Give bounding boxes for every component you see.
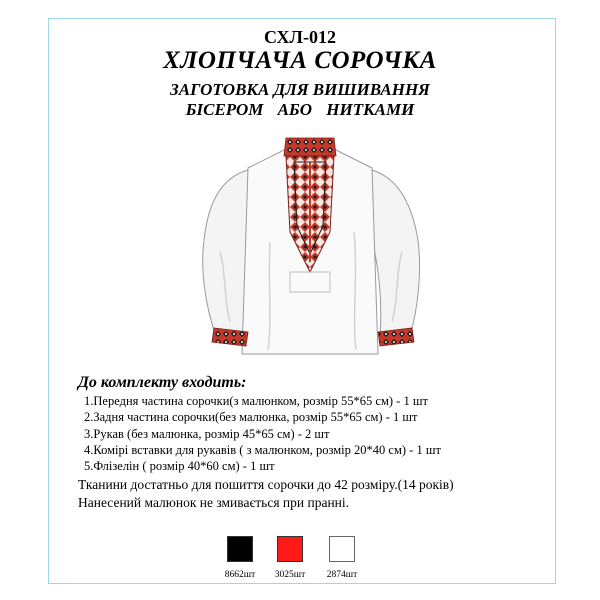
black-bead-swatch [227,536,253,562]
kit-heading: До комплекту входить: [78,374,247,391]
product-code: СХЛ-012 [264,27,336,47]
list-item: 2.Задня частина сорочки(без малюнка, розмір 55*65 см) - 1 шт [84,410,418,425]
list-item: 5.Флізелін ( розмір 40*60 см) - 1 шт [84,459,275,474]
white-bead-count: 2874шт [326,570,358,580]
embroidered-shirt-icon [190,122,430,362]
list-item: 3.Рукав (без малюнка, розмір 45*65 см) - 2 шт [84,426,330,441]
wash-note: Нанесений малюнок не змивається при пранні. [78,495,350,510]
black-bead-count: 8662шт [224,570,256,580]
product-subtitle-line1: ЗАГОТОВКА ДЛЯ ВИШИВАННЯ [170,80,430,99]
list-item: 4.Комірі вставки для рукавів ( з малюнком, розмір 20*40 см) - 1 шт [84,442,441,457]
product-title: ХЛОПЧАЧА СОРОЧКА [163,47,437,74]
fabric-note: Тканини достатньо для пошиття сорочки до 42 розміру.(14 років) [78,477,454,492]
red-bead-count: 3025шт [274,570,306,580]
red-bead-swatch [277,536,303,562]
white-bead-swatch [329,536,355,562]
list-item: 1.Передня частина сорочки(з малюнком, розмір 55*65 см) - 1 шт [84,394,428,408]
kit-list [84,393,441,474]
product-subtitle-line2: БІСЕРОМ АБО НИТКАМИ [185,100,415,119]
